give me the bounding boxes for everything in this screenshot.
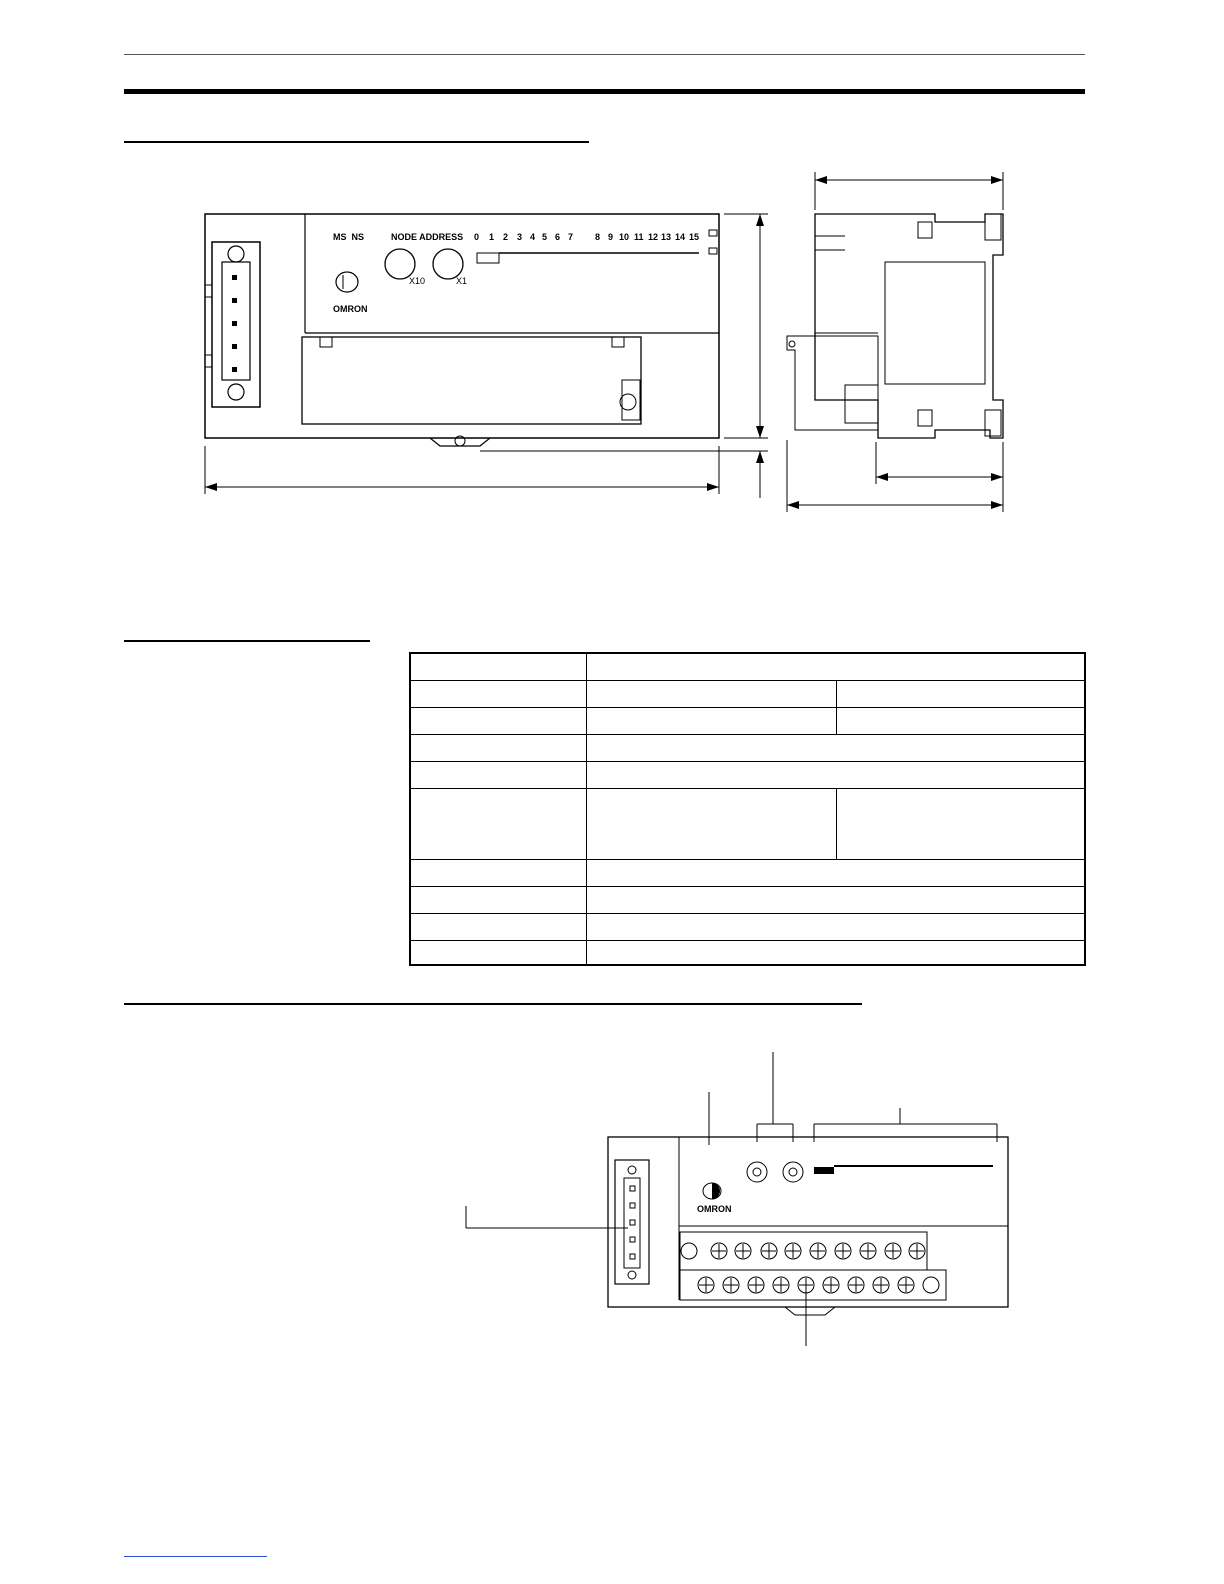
table-row-divider [411,734,1084,735]
footer-link-underline[interactable] [124,1556,267,1557]
specifications-heading-underline [124,640,370,642]
table-col-divider-split [836,681,837,735]
x10-label: X10 [409,276,426,286]
indicator-labels: MS NS [333,232,365,242]
specifications-table [409,652,1086,966]
bit-number: 13 [661,232,672,242]
brand-logo-front: OMRON [333,304,368,314]
front-view-drawing [0,0,1224,560]
table-row-divider [411,761,1084,762]
table-row-divider [411,680,1084,681]
table-col-divider [586,654,587,964]
node-address-label: NODE ADDRESS [391,232,464,242]
table-row-divider [411,707,1084,708]
bit-number: 8 [595,232,601,242]
x1-label: X1 [456,276,468,286]
brand-logo-terminal: OMRON [697,1204,732,1214]
table-row-divider [411,940,1084,941]
bit-number: 10 [619,232,630,242]
table-row-divider [411,886,1084,887]
bit-number: 11 [634,232,644,242]
components-drawing [0,1040,1224,1360]
bit-number: 15 [689,232,700,242]
table-row-divider [411,788,1084,789]
bit-number: 2 [503,232,509,242]
bit-number: 6 [555,232,561,242]
table-row-divider [411,859,1084,860]
bit-number: 1 [489,232,495,242]
bit-number: 3 [517,232,523,242]
bit-number: 5 [542,232,548,242]
table-row-divider [411,913,1084,914]
bit-number: 0 [474,232,480,242]
table-col-divider-split [836,789,837,860]
bit-number: 14 [675,232,686,242]
bit-number: 4 [530,232,536,242]
bit-numbers [474,232,704,244]
components-heading-underline [124,1003,862,1005]
bit-number: 7 [568,232,574,242]
bit-number: 12 [648,232,659,242]
bit-number: 9 [608,232,614,242]
